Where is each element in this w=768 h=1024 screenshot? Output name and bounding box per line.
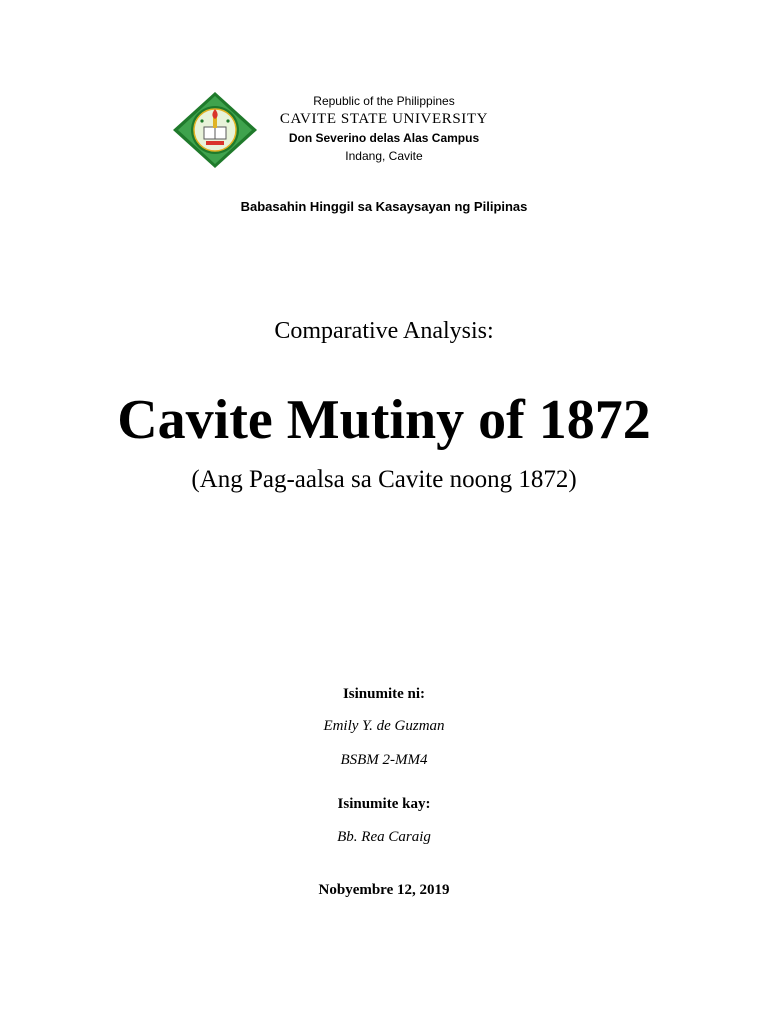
document-title: Cavite Mutiny of 1872 — [117, 389, 651, 451]
campus-name: Don Severino delas Alas Campus — [288, 131, 480, 145]
submitted-by-label: Isinumite ni: — [342, 686, 426, 702]
document-translation: (Ang Pag-aalsa sa Cavite noong 1872) — [191, 466, 577, 493]
republic-label: Republic of the Philippines — [313, 94, 455, 108]
university-name: CAVITE STATE UNIVERSITY — [279, 111, 489, 127]
campus-location: Indang, Cavite — [345, 149, 423, 163]
course-title: Babasahin Hinggil sa Kasaysayan ng Pilipinas — [240, 199, 528, 214]
submitted-to-label: Isinumite kay: — [337, 796, 431, 812]
instructor-name: Bb. Rea Caraig — [337, 829, 431, 845]
student-section: BSBM 2-MM4 — [340, 752, 428, 768]
submission-date: Nobyembre 12, 2019 — [318, 882, 450, 898]
document-subtitle: Comparative Analysis: — [274, 318, 494, 344]
student-name: Emily Y. de Guzman — [323, 718, 445, 734]
